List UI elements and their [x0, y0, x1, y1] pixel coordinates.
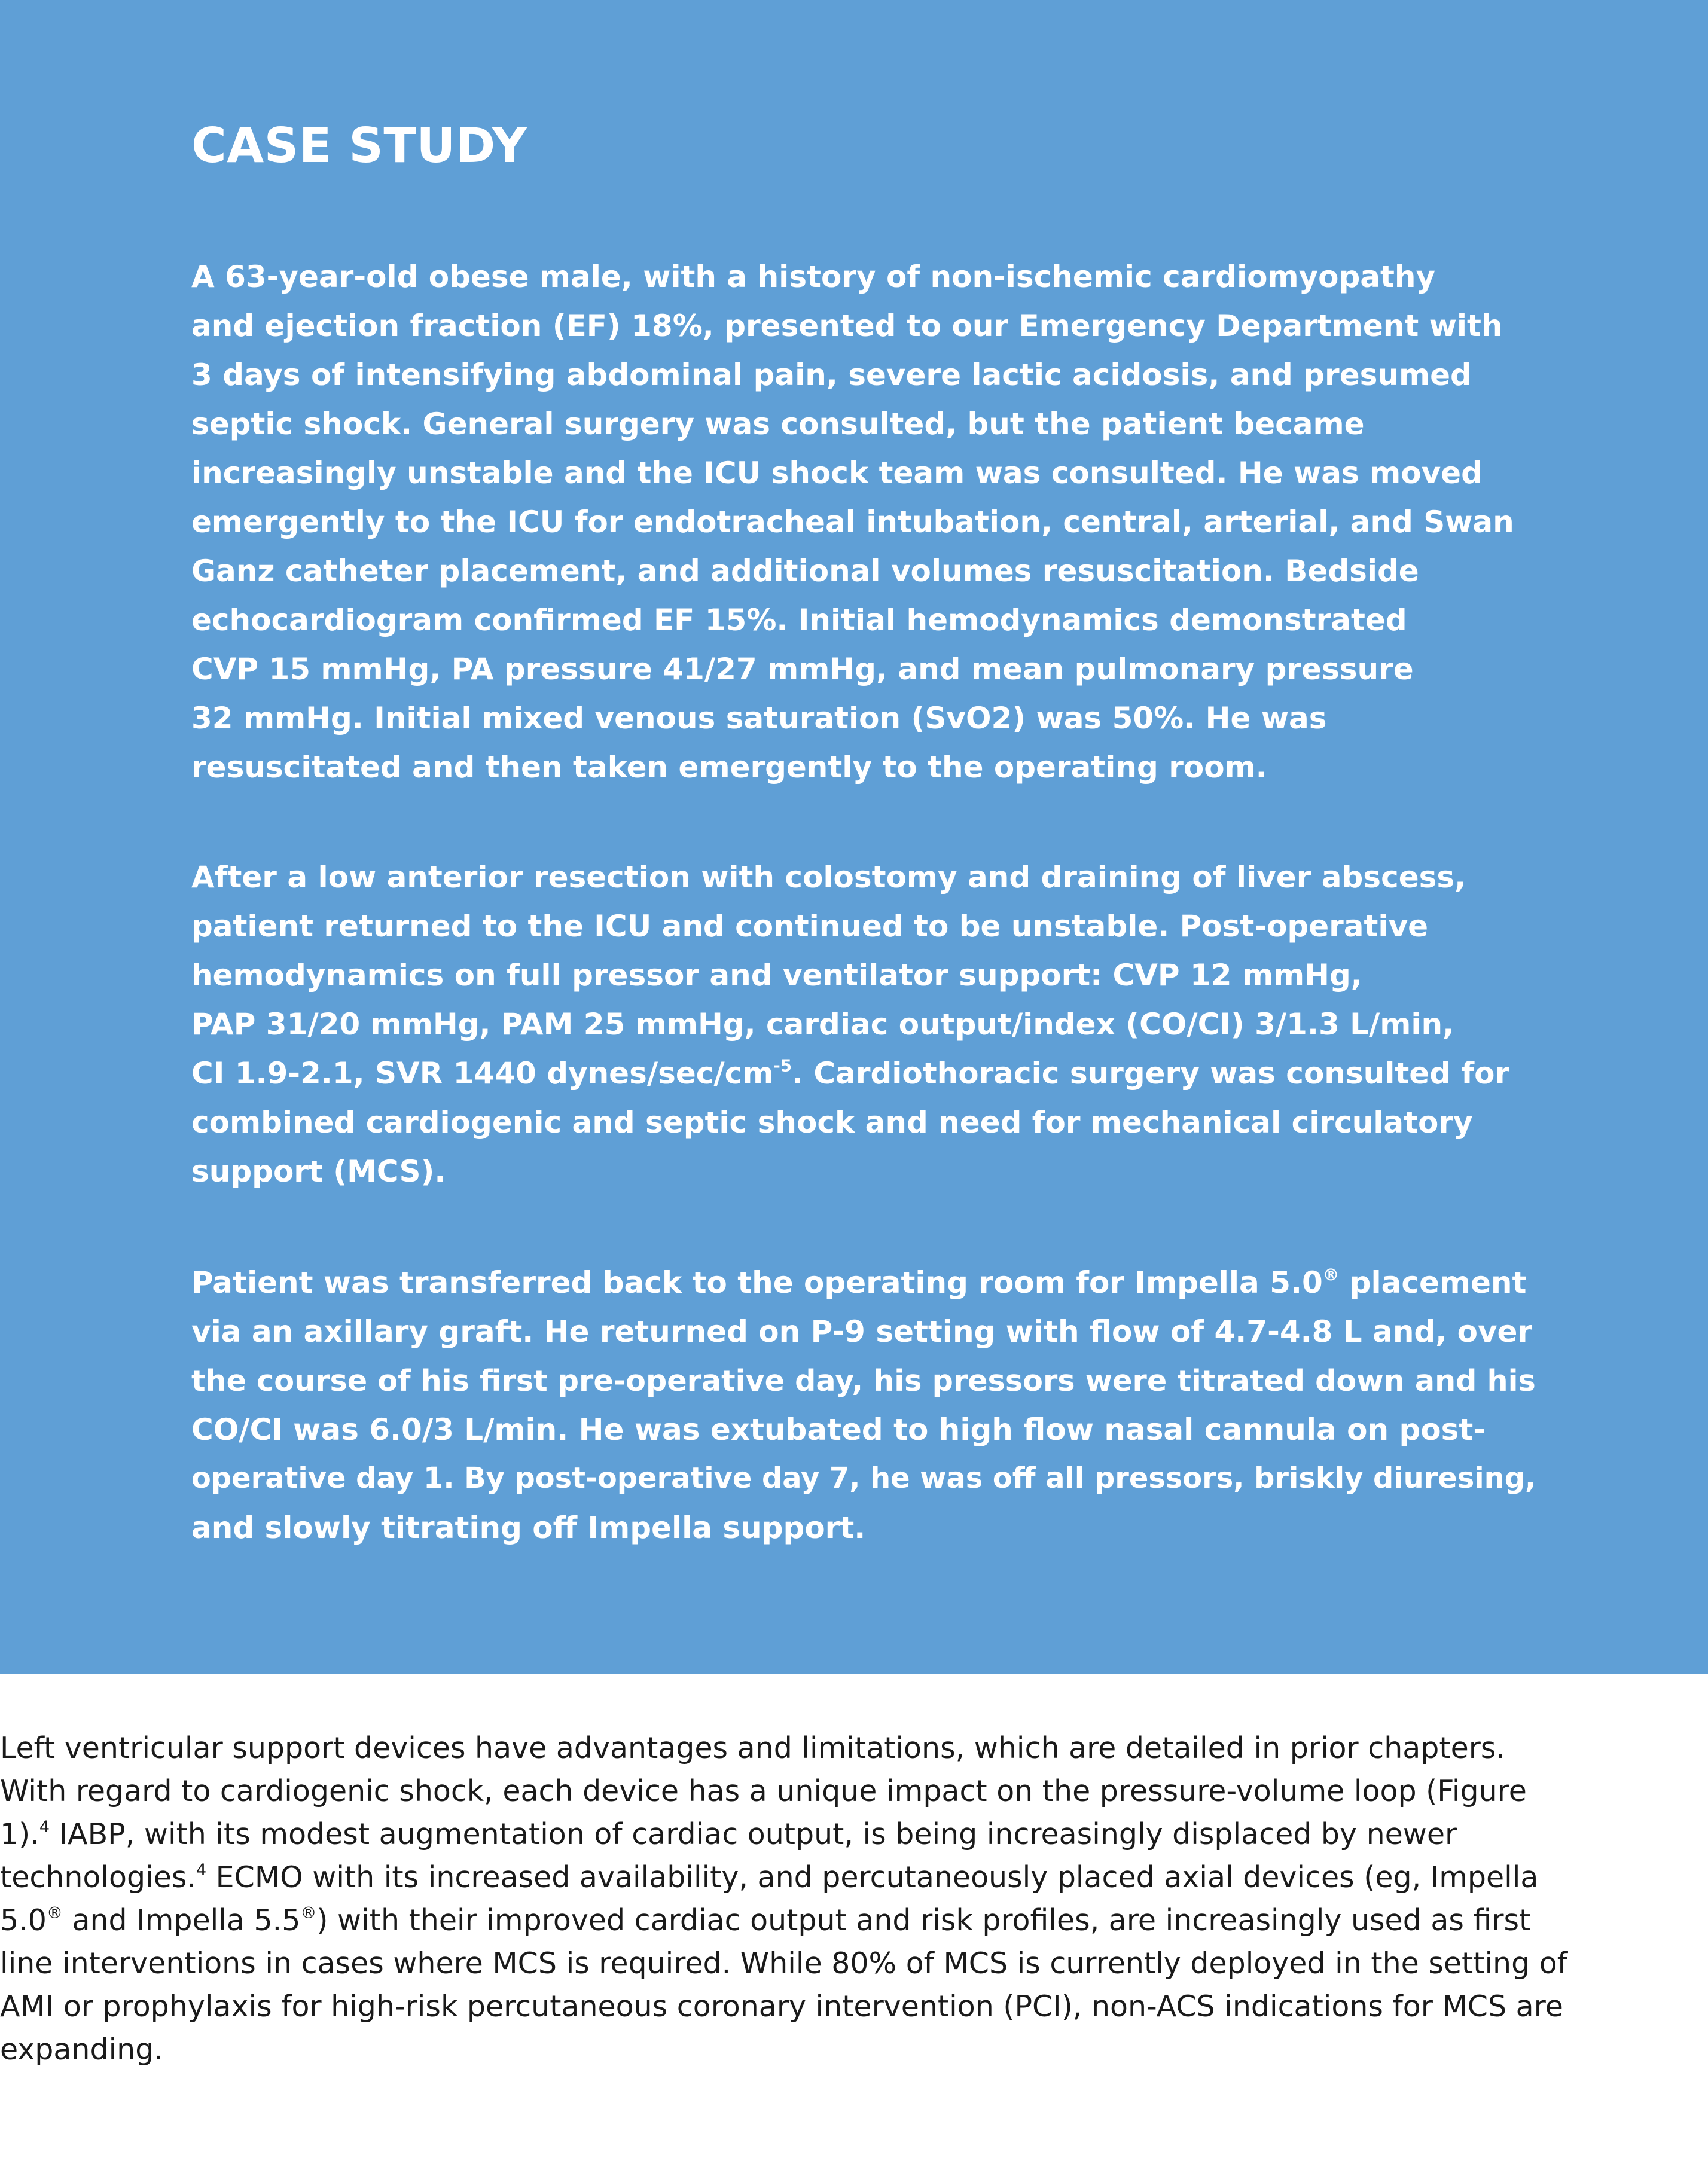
text-segment: ) with their improved cardiac output and risk profiles, are increasingly used as first [316, 1903, 1531, 1937]
text-segment: ECMO with its increased availability, and percutaneously placed axial devices (eg, Impella [206, 1860, 1539, 1894]
text-line: 3 days of intensifying abdominal pain, severe lactic acidosis, and presumed [191, 358, 1472, 392]
text-line: via an axillary graft. He returned on P-9 setting with flow of 4.7-4.8 L and, over [191, 1314, 1533, 1349]
text-line: and ejection fraction (EF) 18%, presented to our Emergency Department with [191, 309, 1503, 343]
text-line: Left ventricular support devices have advantages and limitations, which are detailed in prior chapters. [0, 1731, 1505, 1765]
case-study-paragraph-1 [191, 252, 1543, 792]
case-study-paragraph-3 [191, 1258, 1543, 1552]
case-study-paragraph-2 [191, 853, 1543, 1196]
case-study-title: CASE STUDY [191, 118, 527, 173]
text-line: CVP 15 mmHg, PA pressure 41/27 mmHg, and mean pulmonary pressure [191, 652, 1414, 686]
registered-mark: ® [46, 1903, 63, 1922]
registered-mark: ® [1322, 1265, 1340, 1285]
text-line: operative day 1. By post-operative day 7, he was off all pressors, briskly diuresing, [191, 1462, 1536, 1495]
citation-superscript: 4 [196, 1860, 207, 1879]
text-line [0, 1813, 1708, 1856]
text-segment: Patient was transferred back to the operating room for Impella 5.0 [191, 1265, 1323, 1300]
text-line: line interventions in cases where MCS is required. While 80% of MCS is currently deployed in the setting of [0, 1946, 1568, 1980]
text-line: resuscitated and then taken emergently to the operating room. [191, 750, 1267, 785]
text-line: A 63-year-old obese male, with a history of non-ischemic cardiomyopathy [191, 260, 1436, 294]
text-line [191, 1258, 1543, 1307]
text-line: support (MCS). [191, 1154, 446, 1189]
text-line: With regard to cardiogenic shock, each device has a unique impact on the pressure-volume loop (Figure [0, 1774, 1527, 1808]
text-line: 32 mmHg. Initial mixed venous saturation (SvO2) was 50%. He was [191, 701, 1327, 735]
text-line: emergently to the ICU for endotracheal intubation, central, arterial, and Swan [191, 505, 1514, 539]
body-paragraph [0, 1727, 1708, 2071]
text-segment: and Impella 5.5 [62, 1903, 301, 1937]
text-segment: . Cardiothoracic surgery was consulted for [791, 1056, 1510, 1091]
text-line: increasingly unstable and the ICU shock team was consulted. He was moved [191, 456, 1483, 490]
text-line: and slowly titrating off Impella support. [191, 1510, 866, 1545]
text-line: echocardiogram confirmed EF 15%. Initial hemodynamics demonstrated [191, 603, 1407, 637]
text-line: expanding. [0, 2032, 163, 2067]
text-line: CO/CI was 6.0/3 L/min. He was extubated to high flow nasal cannula on post- [191, 1412, 1486, 1447]
text-line: combined cardiogenic and septic shock and need for mechanical circulatory [191, 1105, 1473, 1140]
superscript: -5 [773, 1056, 792, 1076]
text-segment: 1). [0, 1817, 39, 1851]
text-segment: IABP, with its modest augmentation of cardiac output, is being increasingly displaced by newer [50, 1817, 1457, 1851]
text-segment: 5.0 [0, 1903, 47, 1937]
text-line: AMI or prophylaxis for high-risk percutaneous coronary intervention (PCI), non-ACS indications for MCS are [0, 1989, 1563, 2023]
text-line [0, 1899, 1708, 1942]
text-segment: placement [1339, 1265, 1527, 1300]
text-line [0, 1856, 1708, 1899]
registered-mark: ® [300, 1903, 317, 1922]
text-line [191, 1049, 1543, 1098]
citation-superscript: 4 [39, 1817, 50, 1836]
text-line: the course of his first pre-operative day, his pressors were titrated down and his [191, 1363, 1536, 1398]
text-line: patient returned to the ICU and continued to be unstable. Post-operative [191, 909, 1429, 944]
text-line: After a low anterior resection with colostomy and draining of liver abscess, [191, 860, 1466, 895]
text-segment: technologies. [0, 1860, 196, 1894]
text-line: hemodynamics on full pressor and ventilator support: CVP 12 mmHg, [191, 958, 1362, 993]
text-line: PAP 31/20 mmHg, PAM 25 mmHg, cardiac output/index (CO/CI) 3/1.3 L/min, [191, 1007, 1454, 1042]
text-segment: CI 1.9-2.1, SVR 1440 dynes/sec/cm [191, 1056, 774, 1091]
text-line: septic shock. General surgery was consulted, but the patient became [191, 407, 1365, 441]
text-line: Ganz catheter placement, and additional volumes resuscitation. Bedside [191, 554, 1419, 588]
